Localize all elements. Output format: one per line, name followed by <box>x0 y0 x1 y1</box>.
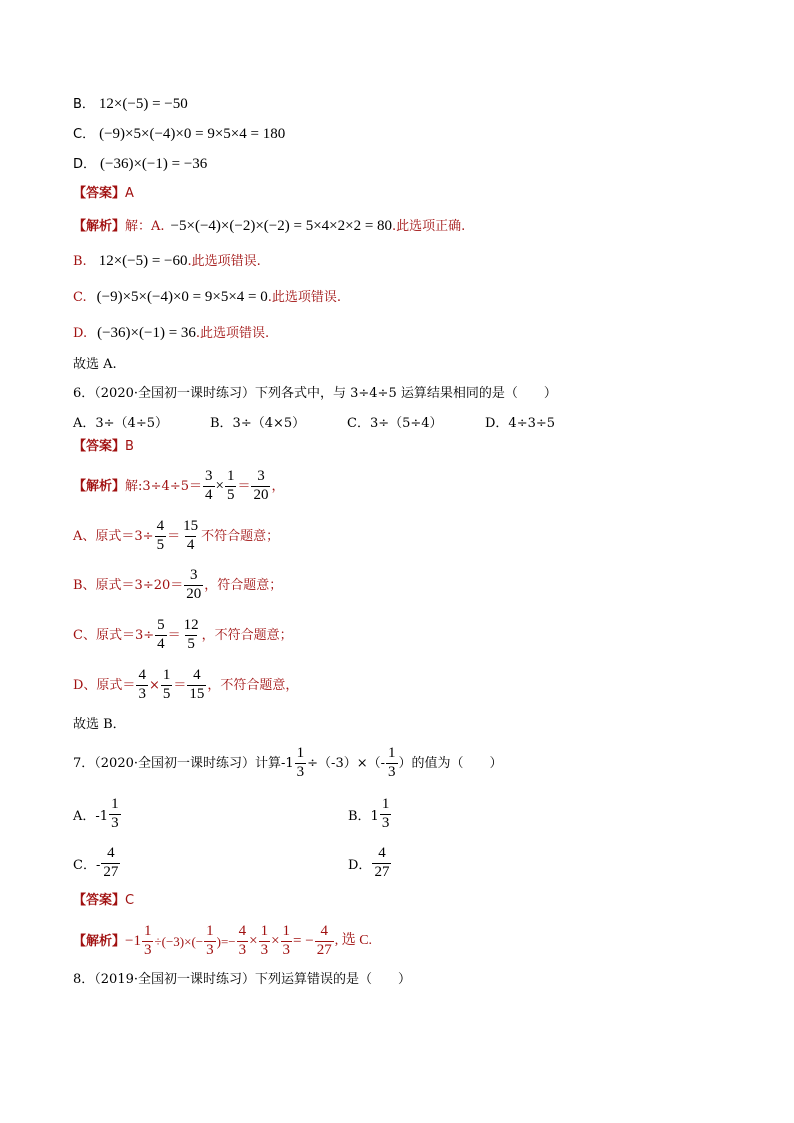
q6-option-d: D．4÷3÷5 <box>485 416 556 431</box>
q7-option-d <box>348 845 392 881</box>
answer-value: C <box>125 893 135 908</box>
times-sign: × <box>249 932 258 949</box>
numerator: 4 <box>238 922 247 939</box>
fraction <box>203 469 215 504</box>
numerator: 4 <box>320 922 328 939</box>
answer-value: B <box>125 439 134 454</box>
numerator: 1 <box>260 922 269 939</box>
fraction <box>380 797 392 832</box>
denominator: 5 <box>187 635 195 652</box>
analysis-suffix: .此选项正确. <box>392 219 466 234</box>
option-expression: 12×(−5) = −50 <box>98 96 188 112</box>
option-expression: (−9)×5×(−4)×0 = 9×5×4 = 180 <box>99 126 286 142</box>
times-sign: × <box>271 932 280 949</box>
denominator: 3 <box>296 763 305 780</box>
q5-analysis-line-d <box>73 326 269 341</box>
fraction <box>386 746 398 781</box>
fraction <box>237 924 249 959</box>
fraction <box>281 924 293 959</box>
denominator: 3 <box>388 763 396 780</box>
option-letter: D． <box>73 157 97 172</box>
fraction <box>109 797 121 832</box>
q7-option-a <box>73 796 122 832</box>
q6-analysis-intro <box>73 468 285 504</box>
analysis-suffix: .此选项错误. <box>195 326 270 341</box>
fraction <box>295 746 307 781</box>
denominator: 15 <box>189 685 205 702</box>
option-letter: C． <box>73 127 96 142</box>
denominator: 4 <box>157 635 165 652</box>
analysis-prefix: B. <box>73 254 87 269</box>
times-sign: × <box>215 477 224 494</box>
fraction <box>259 924 271 959</box>
analysis-expression: 12×(−5) = −60 <box>98 253 188 269</box>
analysis-expression: (−36)×(−1) = 36 <box>97 325 196 341</box>
analysis-tag: 【解析】 <box>73 219 126 234</box>
q6-stem: 6．（2020·全国初一课时练习）下列各式中，与 3÷4÷5 运算结果相同的是（ ） <box>73 386 557 401</box>
q7-option-b <box>348 796 392 832</box>
line-tail: 不符合题意； <box>201 528 280 544</box>
answer-tag: 【答案】 <box>73 439 126 454</box>
numerator: 3 <box>205 467 213 484</box>
analysis-suffix: .此选项错误. <box>267 290 342 305</box>
denominator: 4 <box>205 486 213 503</box>
numerator: 15 <box>183 517 199 534</box>
times-sign: × <box>148 677 160 693</box>
denominator: 5 <box>162 685 171 702</box>
equals-sign: ＝ <box>173 677 187 693</box>
analysis-tag: 【解析】 <box>73 933 126 949</box>
denominator: 3 <box>282 941 291 958</box>
numerator: 1 <box>143 922 152 939</box>
analysis-suffix: .此选项错误. <box>187 254 261 269</box>
numerator: 1 <box>388 744 396 761</box>
denominator: 20 <box>253 486 269 503</box>
denominator: 27 <box>316 941 332 958</box>
fraction <box>204 924 216 959</box>
answer-tag: 【答案】 <box>73 893 126 908</box>
line-tail: ，符合题意； <box>204 577 283 593</box>
option-text: C．- <box>73 857 101 873</box>
denominator: 3 <box>111 814 119 831</box>
numerator: 4 <box>138 666 146 683</box>
numerator: 3 <box>257 467 265 484</box>
fraction <box>155 618 167 653</box>
numerator: 1 <box>111 795 119 812</box>
option-text: D． <box>348 857 372 873</box>
q6-analysis-line-b <box>73 567 282 603</box>
denominator: 4 <box>186 536 195 553</box>
q6-analysis-line-d <box>73 667 298 703</box>
numerator: 12 <box>183 616 199 633</box>
analysis-text: ÷(−3)×(− <box>154 933 204 949</box>
analysis-intro-text: 解:3÷4÷5＝ <box>125 478 202 494</box>
numerator: 4 <box>156 517 165 534</box>
denominator: 3 <box>138 685 146 702</box>
q6-answer <box>73 440 134 453</box>
analysis-prefix: 解：A. <box>125 219 165 234</box>
line-label: D、原式＝ <box>73 677 136 693</box>
equals-sign: ＝ <box>237 478 251 494</box>
equals-sign: ＝ <box>167 528 181 544</box>
answer-value: A <box>125 186 134 201</box>
analysis-text: −1 <box>125 932 141 949</box>
comma: ， <box>271 478 285 494</box>
denominator: 5 <box>156 536 165 553</box>
denominator: 3 <box>381 814 390 831</box>
line-tail: ，不符合题意， <box>207 677 299 693</box>
q6-conclusion: 故选 B． <box>73 717 126 732</box>
denominator: 20 <box>186 585 202 602</box>
numerator: 1 <box>282 922 291 939</box>
denominator: 5 <box>226 486 235 503</box>
q6-analysis-line-c <box>73 617 293 653</box>
analysis-prefix: C. <box>73 290 87 305</box>
q5-option-b <box>73 97 188 112</box>
analysis-text: , 选 C. <box>334 933 373 948</box>
q5-analysis-line-b <box>73 254 261 269</box>
fraction <box>161 668 173 703</box>
q5-analysis-line-a <box>73 219 465 234</box>
q7-option-c <box>73 845 121 881</box>
q5-analysis-line-c <box>73 290 341 305</box>
equals-sign: ＝ <box>167 627 181 643</box>
analysis-text: )=− <box>216 933 236 949</box>
fraction <box>225 469 237 504</box>
denominator: 3 <box>143 941 152 958</box>
fraction <box>187 668 206 703</box>
denominator: 27 <box>374 863 390 880</box>
line-label: B、原式＝3÷20＝ <box>73 577 184 593</box>
line-tail: ，不符合题意； <box>201 627 293 643</box>
q7-answer <box>73 894 134 907</box>
fraction <box>136 668 148 703</box>
fraction <box>251 469 270 504</box>
q5-option-c <box>73 127 285 142</box>
q6-option-c: C．3÷（5÷4） <box>347 416 443 431</box>
q8-stem: 8．（2019·全国初一课时练习）下列运算错误的是（ ） <box>73 972 411 987</box>
fraction <box>142 924 154 959</box>
fraction <box>101 846 120 881</box>
fraction <box>182 618 201 653</box>
analysis-prefix: D. <box>73 326 88 341</box>
fraction <box>315 924 334 959</box>
q5-conclusion: 故选 A. <box>73 357 117 372</box>
q7-analysis <box>73 923 372 959</box>
analysis-expression: −5×(−4)×(−2)×(−2) = 5×4×2×2 = 80 <box>170 218 393 234</box>
analysis-tag: 【解析】 <box>73 478 126 494</box>
denominator: 27 <box>103 863 119 880</box>
numerator: 4 <box>193 666 201 683</box>
numerator: 3 <box>190 566 198 583</box>
line-label: A、原式＝3÷ <box>73 528 154 544</box>
q6-option-b: B．3÷（4×5） <box>210 416 306 431</box>
stem-text: 7．（2020·全国初一课时练习）计算-1 <box>73 755 294 771</box>
analysis-expression: (−9)×5×(−4)×0 = 9×5×4 = 0 <box>96 289 268 305</box>
answer-tag: 【答案】 <box>73 186 126 201</box>
fraction <box>372 846 391 881</box>
numerator: 1 <box>162 666 171 683</box>
denominator: 3 <box>238 941 247 958</box>
numerator: 1 <box>226 467 235 484</box>
option-text: A．-1 <box>73 808 109 824</box>
line-label: C、原式＝3÷ <box>73 627 155 643</box>
equals-sign: = − <box>293 932 314 949</box>
denominator: 3 <box>206 941 214 958</box>
option-letter: B． <box>73 97 95 112</box>
q5-answer <box>73 187 134 200</box>
stem-text: ）的值为（ ） <box>398 755 503 771</box>
q7-stem <box>73 745 503 781</box>
numerator: 1 <box>206 922 214 939</box>
option-expression: (−36)×(−1) = −36 <box>100 156 208 172</box>
denominator: 3 <box>260 941 269 958</box>
q5-option-d <box>73 157 207 172</box>
numerator: 4 <box>378 844 386 861</box>
numerator: 4 <box>107 844 115 861</box>
q6-option-a: A．3÷（4÷5） <box>73 416 168 431</box>
fraction <box>181 519 200 554</box>
stem-text: ÷（-3）×（- <box>307 755 385 771</box>
option-text: B．1 <box>348 808 379 824</box>
numerator: 1 <box>296 744 305 761</box>
fraction <box>184 568 203 603</box>
numerator: 5 <box>157 616 165 633</box>
q6-analysis-line-a <box>73 518 279 554</box>
fraction <box>155 519 167 554</box>
numerator: 1 <box>381 795 390 812</box>
